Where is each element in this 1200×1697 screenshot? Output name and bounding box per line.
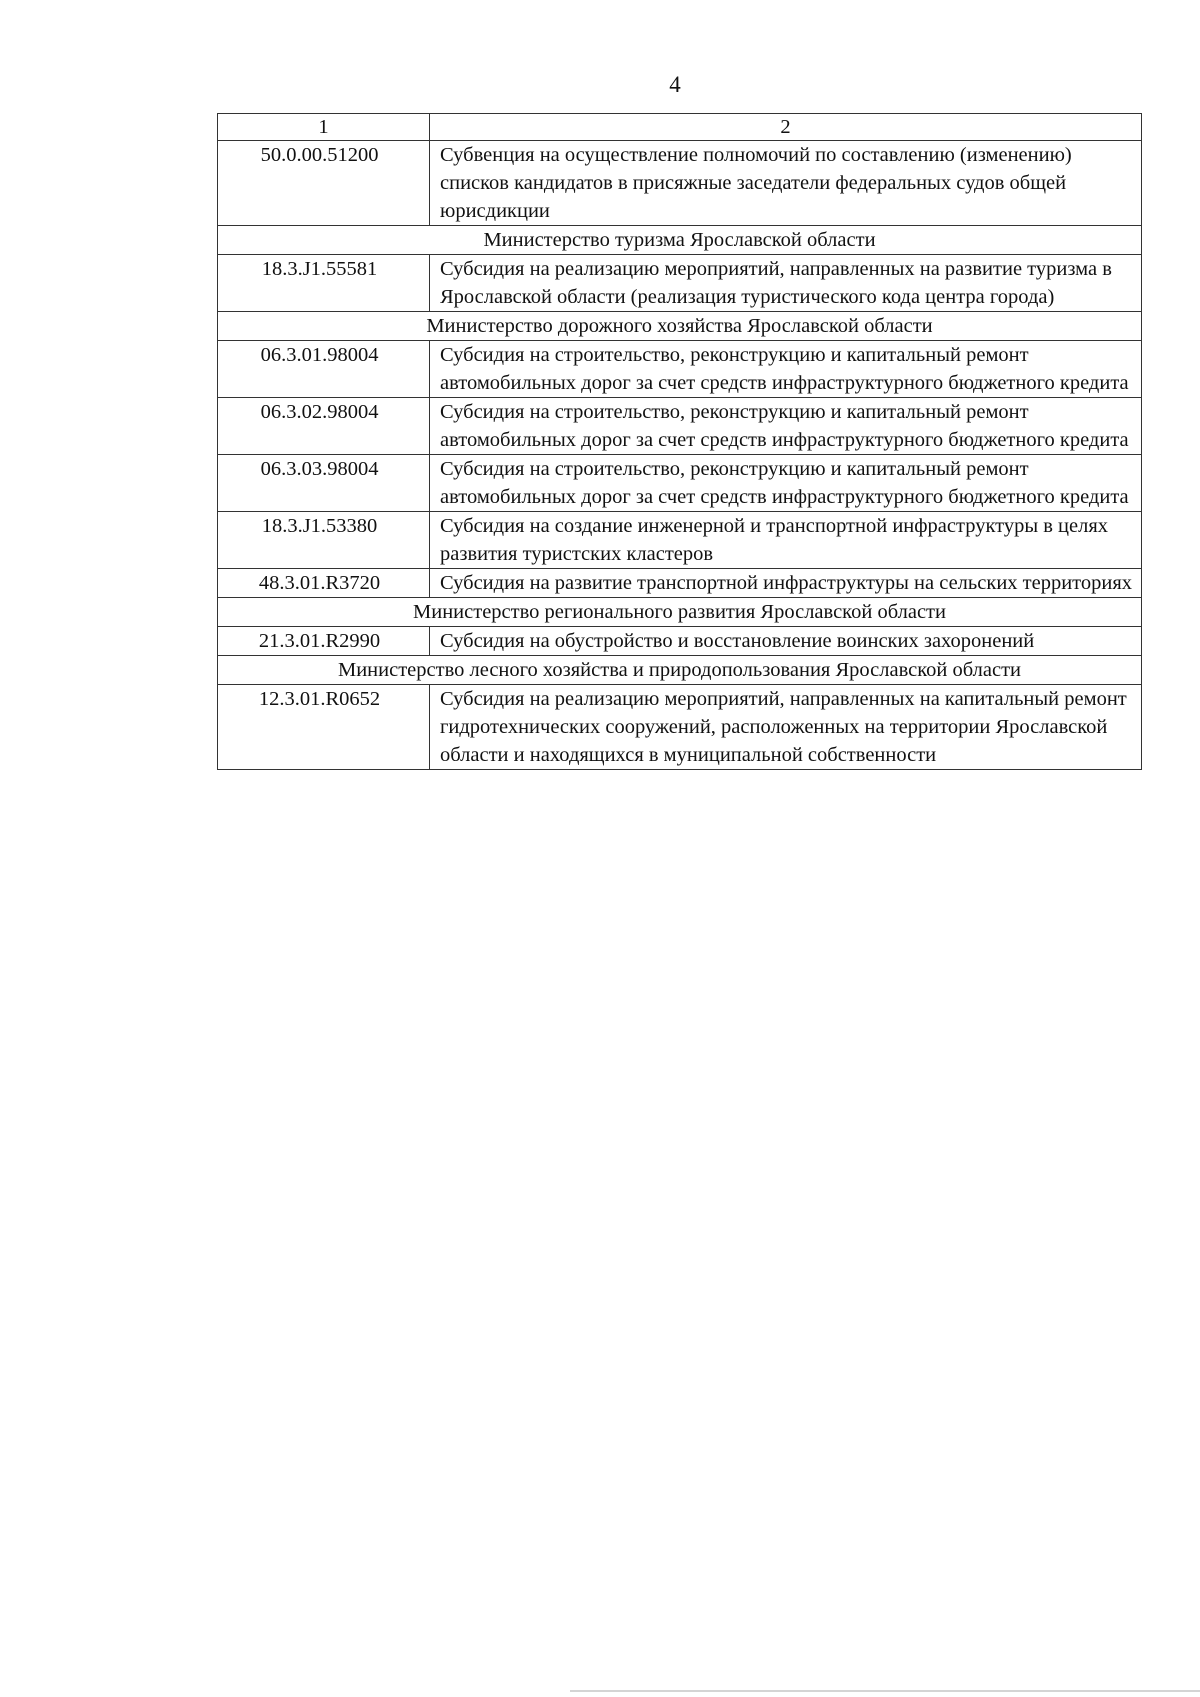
page-number: 4 xyxy=(669,72,681,97)
budget-code: 12.3.01.R0652 xyxy=(218,685,430,770)
section-title: Министерство туризма Ярославской области xyxy=(218,226,1142,255)
subsidy-description: Субсидия на создание инженерной и транспортной инфраструктуры в целях развития туристских кластеров xyxy=(430,512,1142,569)
subsidy-description: Субсидия на строительство, реконструкцию и капитальный ремонт автомобильных дорог за счет средств инфраструктурного бюджетного кредита xyxy=(430,341,1142,398)
column-header-1: 1 xyxy=(218,114,430,141)
budget-code: 06.3.03.98004 xyxy=(218,455,430,512)
section-title: Министерство дорожного хозяйства Ярославской области xyxy=(218,312,1142,341)
budget-codes-table xyxy=(217,113,1142,770)
table-row xyxy=(218,569,1142,598)
subsidy-description: Субсидия на реализацию мероприятий, направленных на капитальный ремонт гидротехнических сооружений, расположенных на территории Ярославской области и находящихся в муниципальной собственности xyxy=(430,685,1142,770)
budget-code: 18.3.J1.53380 xyxy=(218,512,430,569)
budget-code: 48.3.01.R3720 xyxy=(218,569,430,598)
subsidy-description: Субсидия на реализацию мероприятий, направленных на развитие туризма в Ярославской области (реализация туристического кода центра города) xyxy=(430,255,1142,312)
section-header-row xyxy=(218,598,1142,627)
table-row xyxy=(218,255,1142,312)
budget-code: 50.0.00.51200 xyxy=(218,141,430,226)
table-row xyxy=(218,341,1142,398)
section-header-row xyxy=(218,312,1142,341)
budget-code: 06.3.02.98004 xyxy=(218,398,430,455)
table-row xyxy=(218,685,1142,770)
table-row xyxy=(218,512,1142,569)
scan-artifact-line xyxy=(570,1690,1200,1692)
subsidy-description: Субсидия на строительство, реконструкцию и капитальный ремонт автомобильных дорог за счет средств инфраструктурного бюджетного кредита xyxy=(430,455,1142,512)
section-header-row xyxy=(218,226,1142,255)
table-row xyxy=(218,398,1142,455)
table-row xyxy=(218,627,1142,656)
table-row xyxy=(218,141,1142,226)
section-header-row xyxy=(218,656,1142,685)
table-row xyxy=(218,455,1142,512)
subsidy-description: Субсидия на строительство, реконструкцию и капитальный ремонт автомобильных дорог за счет средств инфраструктурного бюджетного кредита xyxy=(430,398,1142,455)
subsidy-description: Субсидия на развитие транспортной инфраструктуры на сельских территориях xyxy=(430,569,1142,598)
budget-code: 21.3.01.R2990 xyxy=(218,627,430,656)
subsidy-description: Субвенция на осуществление полномочий по составлению (изменению) списков кандидатов в присяжные заседатели федеральных судов общей юрисдикции xyxy=(430,141,1142,226)
section-title: Министерство лесного хозяйства и природопользования Ярославской области xyxy=(218,656,1142,685)
budget-code: 18.3.J1.55581 xyxy=(218,255,430,312)
subsidy-description: Субсидия на обустройство и восстановление воинских захоронений xyxy=(430,627,1142,656)
budget-code: 06.3.01.98004 xyxy=(218,341,430,398)
table-header-row xyxy=(218,114,1142,141)
column-header-2: 2 xyxy=(430,114,1142,141)
section-title: Министерство регионального развития Ярославской области xyxy=(218,598,1142,627)
